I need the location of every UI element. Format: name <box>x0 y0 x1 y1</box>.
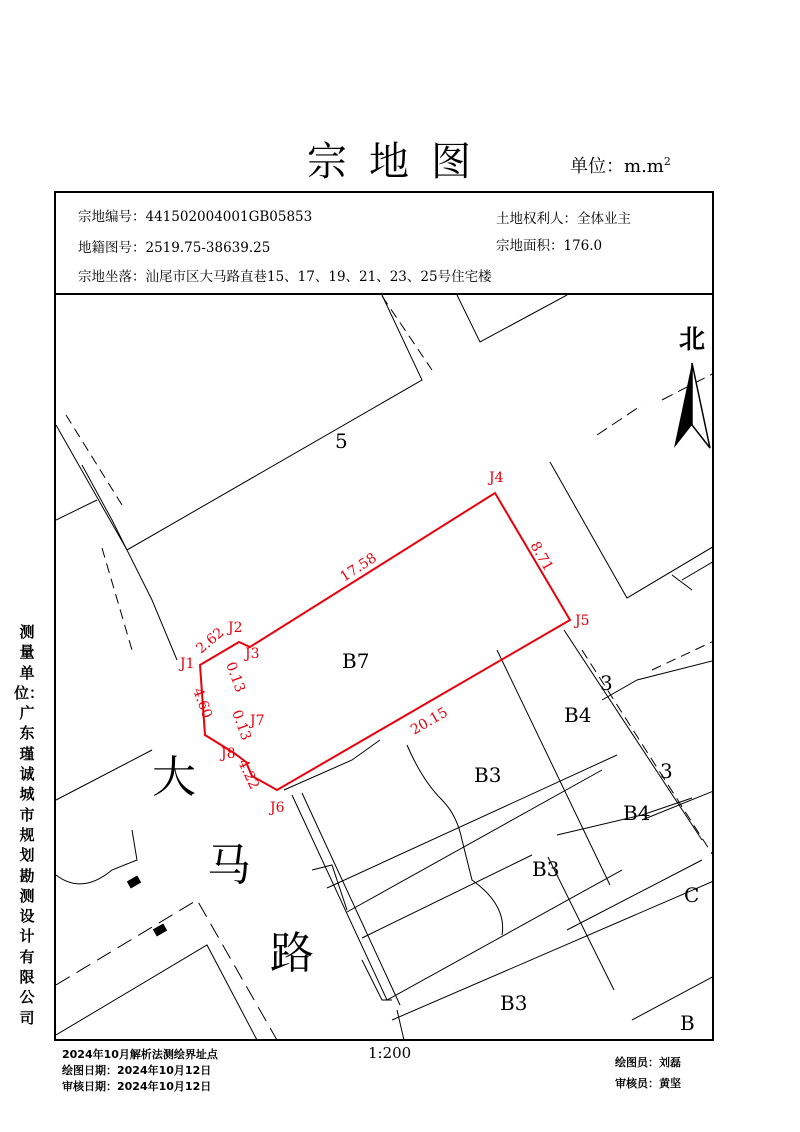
map-scale: 1:200 <box>368 1044 412 1062</box>
parcel-area: 宗地面积：176.0 <box>496 238 603 254</box>
point-label-j3: J3 <box>245 646 260 662</box>
area-label: B <box>680 1011 695 1035</box>
area-label: B3 <box>500 991 528 1015</box>
map-title: 宗地图 <box>307 139 493 185</box>
road-name-char: 路 <box>270 928 314 979</box>
edge-length-j1-j2: 2.62 <box>193 624 228 658</box>
edge-length-j2-j3: 0.13 <box>222 659 248 695</box>
info-box <box>54 191 714 295</box>
survey-note: 2024年10月解析法测绘界址点 <box>62 1048 218 1061</box>
point-label-j1: J1 <box>180 656 195 672</box>
point-label-j2: J2 <box>228 620 243 636</box>
survey-unit-vertical: 测量单位：广东瑾诚城市规划勘测设计有限公司 <box>14 623 45 1027</box>
point-label-j8: J8 <box>221 746 236 762</box>
parcel-boundary <box>200 493 570 790</box>
edge-length-j6-j8: 4.22 <box>234 756 263 792</box>
point-label-j6: J6 <box>270 800 285 816</box>
draw-date: 绘图日期：2024年10月12日 <box>62 1064 212 1077</box>
area-label: 5 <box>335 429 348 453</box>
road-name-char: 大 <box>152 752 196 803</box>
parcel-map <box>56 295 714 1041</box>
map-frame <box>54 295 714 1041</box>
north-arrow-icon <box>674 363 710 448</box>
area-label: C <box>684 883 700 907</box>
check-date: 审核日期：2024年10月12日 <box>62 1080 212 1093</box>
unit-label <box>570 152 671 178</box>
area-label: 3 <box>660 759 673 783</box>
drawer: 绘图员：刘磊 <box>615 1056 681 1069</box>
area-label: 3 <box>600 671 613 695</box>
edge-length-j4-j5: 8.71 <box>526 539 556 574</box>
point-label-j4: J4 <box>489 470 504 486</box>
area-label: B3 <box>532 857 560 881</box>
road-name-char: 马 <box>207 840 251 891</box>
north-label: 北 <box>678 325 706 355</box>
land-owner: 土地权利人：全体业主 <box>496 211 631 227</box>
cadastral-map-number: 地籍图号：2519.75-38639.25 <box>78 240 271 256</box>
edge-length-j3-j4: 17.58 <box>337 550 380 586</box>
point-label-j7: J7 <box>250 713 265 729</box>
parcel-label: B7 <box>342 649 370 673</box>
edge-length-j8-j1: 4.60 <box>189 685 215 721</box>
surrounding-lines <box>56 295 714 1040</box>
parcel-number: 宗地编号：441502004001GB05853 <box>78 209 313 225</box>
parcel-location: 宗地坐落：汕尾市区大马路直巷15、17、19、21、23、25号住宅楼 <box>78 269 492 285</box>
edge-length-j7: 0.13 <box>228 707 254 743</box>
unit-superscript: 2 <box>663 155 671 168</box>
area-label: B4 <box>623 801 651 825</box>
road-marker <box>153 924 167 937</box>
point-label-j5: J5 <box>575 613 590 629</box>
road-marker <box>127 876 141 889</box>
area-label: B4 <box>564 703 592 727</box>
edge-length-j5-j6: 20.15 <box>408 704 451 739</box>
area-label: B3 <box>474 763 502 787</box>
checker: 审核员：黄坚 <box>615 1077 681 1090</box>
unit-text: 单位：m.m <box>570 156 664 177</box>
